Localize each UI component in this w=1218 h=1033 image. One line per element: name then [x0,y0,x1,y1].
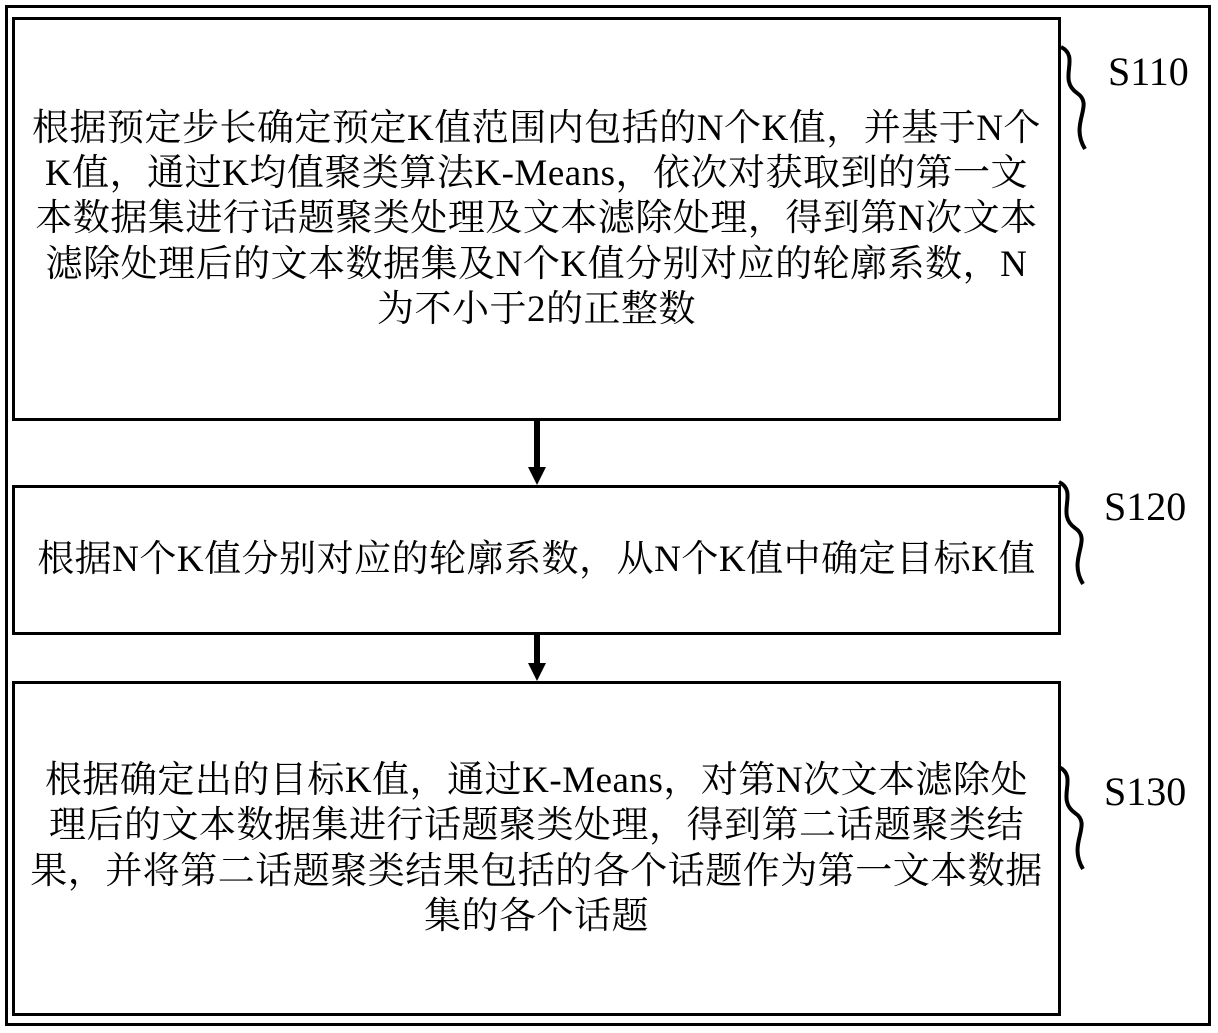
step-s120-text: 根据N个K值分别对应的轮廓系数，从N个K值中确定目标K值 [37,539,1036,581]
flowchart-step-s120 [12,485,1061,635]
connector-s110-to-s120 [528,421,546,485]
arrowhead-icon [528,663,546,681]
step-label-s110: S110 [1108,49,1189,94]
connector-s120-to-s130 [528,635,546,681]
step-s130-text: 根据确定出的目标K值，通过K-Means，对第N次文本滤除处理后的文本数据集进行话题聚类处理，得到第二话题聚类结果，并将第二话题聚类结果包括的各个话题作为第一文本数据集的各个话题 [30,760,1043,937]
connector-shaft [534,421,540,467]
flowchart-step-s110 [12,17,1061,421]
connector-shaft [534,635,540,663]
step-label-s130: S130 [1104,769,1187,814]
step-s110-text: 根据预定步长确定预定K值范围内包括的N个K值，并基于N个K值，通过K均值聚类算法K-Means，依次对获取到的第一文本数据集进行话题聚类处理及文本滤除处理，得到第N次文本滤除处理后的文本数据集及N个K值分别对应的轮廓系数，N为不小于2的正整数 [32,108,1041,330]
flowchart-step-s130 [12,681,1061,1016]
step-label-s120: S120 [1104,484,1187,529]
arrowhead-icon [528,467,546,485]
